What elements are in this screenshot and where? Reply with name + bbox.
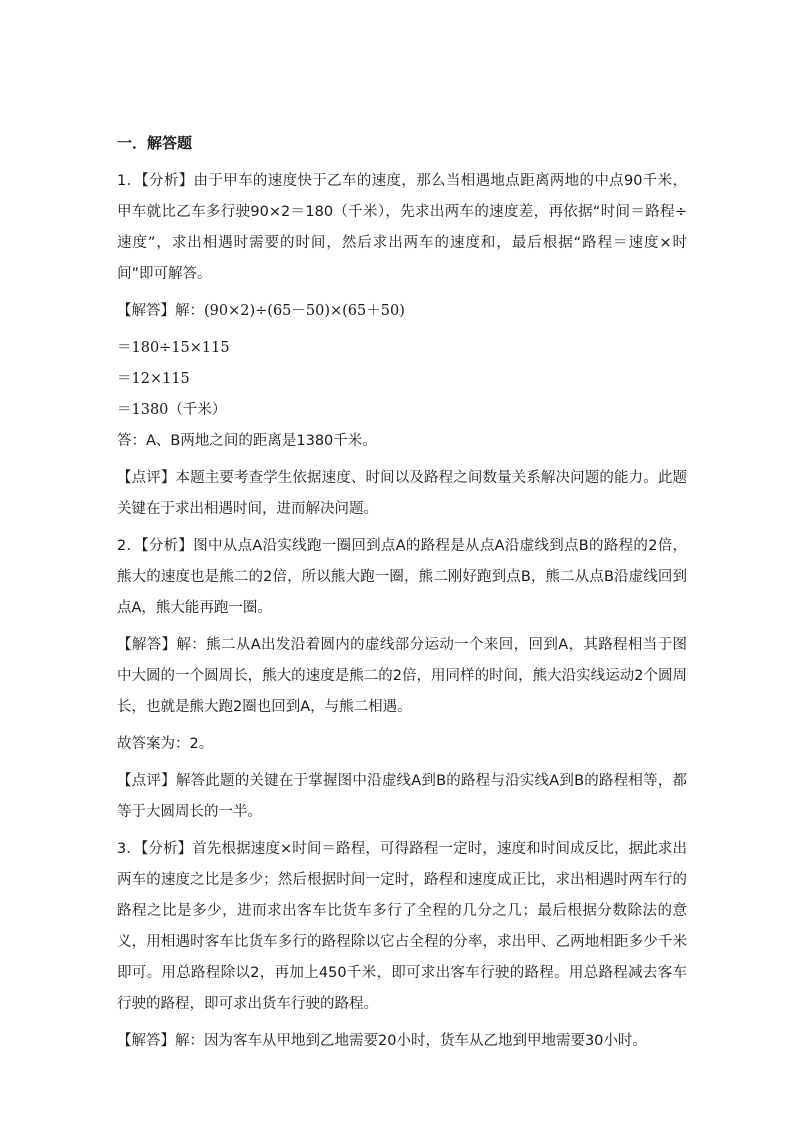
q1-solution-head: 【解答】解：(90×2)÷(65－50)×(65＋50) [117,303,405,319]
q1-step-1: ＝180÷15×115 [117,340,230,356]
question-3 [117,834,687,1057]
document-content [117,132,687,1063]
q2-analysis: 2．【分析】图中从点A沿实线跑一圈回到点A的路程是从点A沿虚线到点B的路程的2倍，熊大的速度也是熊二的2倍，所以熊大跑一圈，熊二刚好跑到点B，熊二从点B沿虚线回到点A，熊大能再跑一圈。 [117,538,687,616]
question-2 [117,531,687,828]
q1-comment: 【点评】本题主要考查学生依据速度、时间以及路程之间数量关系解决问题的能力。此题关键在于求出相遇时间，进而解决问题。 [117,470,687,517]
q2-answer: 故答案为：2。 [117,736,214,752]
q1-step-3: ＝1380（千米） [117,402,227,418]
q1-analysis: 1．【分析】由于甲车的速度快于乙车的速度，那么当相遇地点距离两地的中点90千米，甲车就比乙车多行驶90×2＝180（千米），先求出两车的速度差，再依据“时间＝路程÷速度”，求出相遇时需要的时间，然后求出两车的速度和，最后根据“路程＝速度×时间”即可解答。 [117,173,687,282]
q3-solution: 【解答】解：因为客车从甲地到乙地需要20小时，货车从乙地到甲地需要30小时。 [117,1033,647,1049]
question-1 [117,166,687,525]
section-title: 一．解答题 [117,134,193,152]
q3-analysis: 3．【分析】首先根据速度×时间＝路程，可得路程一定时，速度和时间成反比，据此求出两车的速度之比是多少；然后根据时间一定时，路程和速度成正比，求出相遇时两车行的路程之比是多少，进而求出客车比货车多行了全程的几分之几；最后根据分数除法的意义，用相遇时客车比货车多行的路程除以它占全程的分率，求出甲、乙两地相距多少千米即可。用总路程除以2，再加上450千米，即可求出客车行驶的路程。用总路程减去客车行驶的路程，即可求出货车行驶的路程。 [117,841,687,1012]
q2-comment: 【点评】解答此题的关键在于掌握图中沿虚线A到B的路程与沿实线A到B的路程相等，都等于大圆周长的一半。 [117,773,687,820]
q2-solution: 【解答】解：熊二从A出发沿着圆内的虚线部分运动一个来回，回到A，其路程相当于图中大圆的一个圆周长，熊大的速度是熊二的2倍，用同样的时间，熊大沿实线运动2个圆周长，也就是熊大跑2圈也回到A，与熊二相遇。 [117,637,687,715]
q1-answer: 答：A、B两地之间的距离是1380千米。 [117,433,377,449]
q1-step-2: ＝12×115 [117,371,190,387]
